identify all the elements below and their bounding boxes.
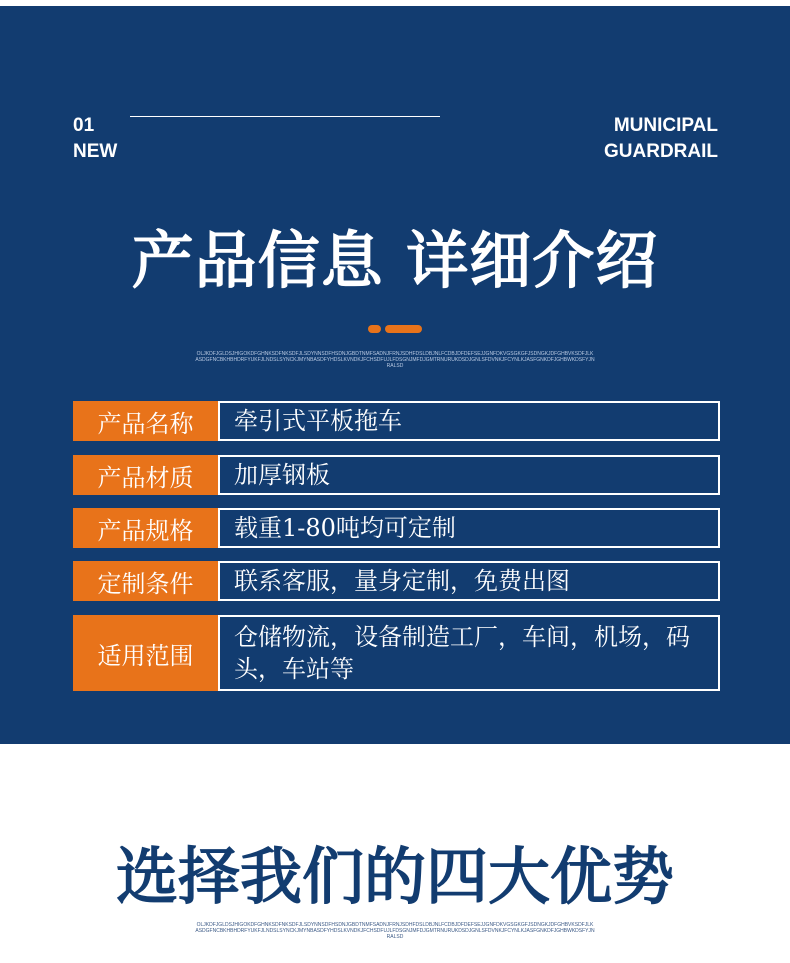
info-row-scope [73,615,720,691]
dot-small [368,325,381,333]
row-value: 牵引式平板拖车 [218,401,720,441]
decorative-fine-print: OLJKDFJGLDSJHIGOKDFGHNKSDFNKSDFJLSDYNNSDFHSDNJGBDTNMFSADNJFRNJSDHFDSLDBJNLFCDBJDFDEFSEJJGNFDKVGSGKGFJSDNGKJDFGHBVKSDFJLKASDGFNCBKHBHDRFYUKFJLNDSLSYNCKJMYNBASDFYHDSLKVNDKJFCHSDFUJLFDSGNJMFDJGMTRNURUKDSDJGNLSFDVNKJFCYNLKJASFGNKDFJGHBWKDSFYJNRALSD [195,351,595,369]
row-value: 加厚钢板 [218,455,720,495]
row-value: 联系客服，量身定制，免费出图 [218,561,720,601]
tag-number: 01 [73,115,95,136]
info-row-spec [73,508,720,548]
section-number-tag [73,113,117,165]
info-row-name [73,401,720,441]
divider-line [130,116,440,117]
decorative-fine-print-2: OLJKDFJGLDSJHIGOKDFGHNKSDFNKSDFJLSDYNNSDFHSDNJGBDTNMFSADNJFRNJSDHFDSLDBJNLFCDBJDFDEFSEJJGNFDKVGSGKGFJSDNGKJDFGHBVKSDFJLKASDGFNCBKHBHDRFYUKFJLNDSLSYNCKJMYNBASDFYHDSLKVNDKJFCHSDFUJLFDSGNJMFDJGMTRNURUKDSDJGNLSFDVNKJFCYNLKJASFGNKDFJGHBWKDSFYJNRALSD [195,922,595,940]
tag-guardrail: GUARDRAIL [604,141,718,162]
advantages-title: 选择我们的四大优势 [115,840,674,913]
row-label: 产品材质 [73,455,218,495]
row-label: 适用范围 [73,615,218,691]
tag-new: NEW [73,141,118,162]
info-row-material [73,455,720,495]
row-value: 仓储物流，设备制造工厂，车间，机场，码头，车站等 [218,615,720,691]
row-value: 载重1-80吨均可定制 [218,508,720,548]
tag-municipal: MUNICIPAL [613,115,718,136]
row-label: 产品名称 [73,401,218,441]
row-label: 定制条件 [73,561,218,601]
row-label: 产品规格 [73,508,218,548]
category-tag [604,113,718,165]
dot-long [385,325,422,333]
info-row-custom [73,561,720,601]
page-title: 产品信息 详细介绍 [131,224,659,297]
